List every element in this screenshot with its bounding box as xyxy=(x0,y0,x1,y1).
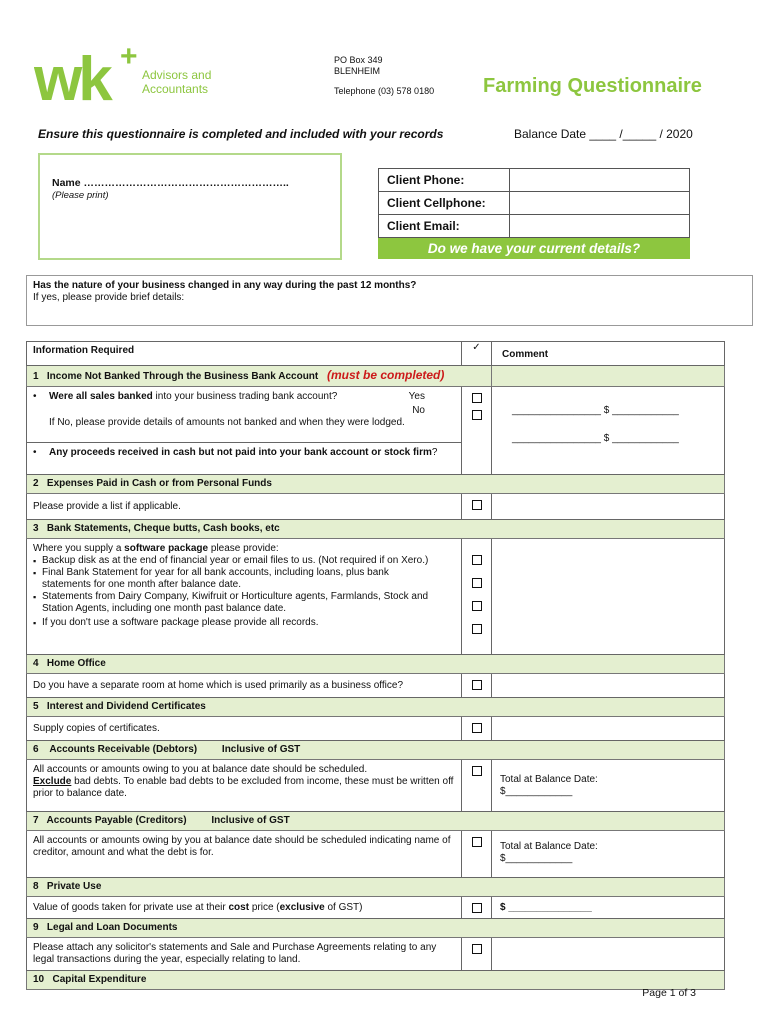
receivable-text xyxy=(27,760,462,812)
client-cellphone-label: Client Cellphone: xyxy=(379,192,510,215)
section-title: Private Use xyxy=(46,881,102,892)
section-8-title xyxy=(27,878,725,897)
backup-disk-checkbox[interactable] xyxy=(472,555,482,565)
section-number: 3 xyxy=(33,523,39,534)
address-line-1: PO Box 349 xyxy=(334,55,383,65)
section-header-capital-expenditure xyxy=(27,971,725,990)
section-number: 4 xyxy=(33,658,39,669)
information-required-heading: Information Required xyxy=(27,342,462,366)
receivable-checkbox[interactable] xyxy=(472,766,482,776)
section-header-private-use xyxy=(27,878,725,897)
table-row-bank-statements xyxy=(27,539,725,655)
home-office-checkbox[interactable] xyxy=(472,680,482,690)
intro-pre: Where you supply a xyxy=(33,543,125,554)
private-use-amount-field[interactable]: $ _______________ xyxy=(492,897,725,919)
private-use-exclusive: exclusive xyxy=(279,902,325,913)
cash-proceeds-end: ? xyxy=(431,447,438,458)
certificates-checkbox[interactable] xyxy=(472,723,482,733)
legal-documents-comment[interactable] xyxy=(492,938,725,971)
list-item: ▪ If you don't use a software package please provide all records. xyxy=(33,617,439,629)
expenses-comment[interactable] xyxy=(492,494,725,520)
page-number: Page 1 of 3 xyxy=(642,987,696,999)
section-1-title xyxy=(27,366,492,387)
receivable-line-2-rest: bad debts. To enable bad debts to be excluded from income, these must be written off prior to balance date. xyxy=(33,776,454,799)
client-phone-label: Client Phone: xyxy=(379,169,510,192)
no-checkbox[interactable] xyxy=(472,410,482,420)
receivable-checkbox-cell xyxy=(462,760,492,812)
bank-statements-list xyxy=(33,555,455,629)
section-title: Income Not Banked Through the Business Bank Account xyxy=(46,371,319,382)
section-number: 2 xyxy=(33,478,39,489)
section-number: 5 xyxy=(33,701,39,712)
not-banked-followup: If No, please provide details of amounts not banked and when they were lodged. xyxy=(49,417,405,428)
logo-plus: + xyxy=(120,44,138,73)
table-row-sales-banked xyxy=(27,387,725,443)
business-change-followup: If yes, please provide brief details: xyxy=(33,292,185,303)
table-row-legal-documents xyxy=(27,938,725,971)
logo-tagline-1: Advisors and xyxy=(142,68,212,82)
client-phone-row xyxy=(379,169,690,192)
client-email-row xyxy=(379,215,690,238)
certificates-checkbox-cell xyxy=(462,717,492,741)
wk-logo-graphic xyxy=(34,44,224,108)
yes-label: Yes xyxy=(408,391,425,402)
business-change-box[interactable] xyxy=(26,275,753,326)
list-item: ▪ Final Bank Statement for year for all bank accounts, including loans, plus bank statements for one month after balance date. xyxy=(33,567,439,591)
payable-total-field[interactable]: $____________ xyxy=(500,853,573,864)
table-row-payable xyxy=(27,831,725,878)
section-2-title xyxy=(27,475,725,494)
gst-qualifier: Inclusive of GST xyxy=(211,815,290,826)
section-title: Accounts Payable (Creditors) xyxy=(46,815,187,826)
sales-banked-rest: into your business trading bank account? xyxy=(152,391,338,402)
receivable-comment[interactable] xyxy=(492,760,725,812)
information-required-table xyxy=(26,341,725,990)
section-header-home-office xyxy=(27,655,725,674)
payable-checkbox[interactable] xyxy=(472,837,482,847)
exclude-word: Exclude xyxy=(33,776,72,787)
section-5-title xyxy=(27,698,725,717)
intro-post: please provide: xyxy=(208,543,279,554)
receivable-total-label: Total at Balance Date: xyxy=(500,774,598,785)
home-office-text: Do you have a separate room at home which is used primarily as a business office? xyxy=(27,674,462,698)
section-number: 7 xyxy=(33,815,39,826)
section-header-accounts-receivable xyxy=(27,741,725,760)
cash-proceeds-item: • Any proceeds received in cash but not paid into your bank account or stock firm? xyxy=(33,447,438,458)
address-line-2: BLENHEIM xyxy=(334,66,381,76)
payable-comment[interactable] xyxy=(492,831,725,878)
receivable-line-2 xyxy=(33,776,455,800)
section-title: Home Office xyxy=(46,658,106,669)
certificates-text: Supply copies of certificates. xyxy=(27,717,462,741)
yes-checkbox[interactable] xyxy=(472,393,482,403)
private-use-cost: cost xyxy=(228,902,250,913)
section-number: 9 xyxy=(33,922,39,933)
section-header-expenses-cash xyxy=(27,475,725,494)
section-title: Accounts Receivable (Debtors) xyxy=(49,744,198,755)
postal-address xyxy=(334,55,383,77)
section-title: Expenses Paid in Cash or from Personal Funds xyxy=(46,478,272,489)
section-9-title xyxy=(27,919,725,938)
private-use-t1: Value of goods taken for private use at their xyxy=(33,902,229,913)
table-row-expenses xyxy=(27,494,725,520)
section-7-title xyxy=(27,812,725,831)
section-number: 1 xyxy=(33,371,39,382)
private-use-t3: price ( xyxy=(249,902,280,913)
bank-statements-text xyxy=(27,539,462,655)
private-use-checkbox-cell xyxy=(462,897,492,919)
sales-banked-item: • Were all sales banked into your business trading bank account? xyxy=(33,391,338,402)
name-box[interactable] xyxy=(38,153,342,260)
expenses-checkbox[interactable] xyxy=(472,500,482,510)
expenses-text: Please provide a list if applicable. xyxy=(27,494,462,520)
section-header-accounts-payable xyxy=(27,812,725,831)
table-row-private-use xyxy=(27,897,725,919)
logo-wordmark: wk xyxy=(34,45,109,108)
client-cellphone-row xyxy=(379,192,690,215)
business-change-question: Has the nature of your business changed in any way during the past 12 months? xyxy=(33,280,417,291)
final-bank-statement-checkbox[interactable] xyxy=(472,578,482,588)
section-title: Capital Expenditure xyxy=(52,974,147,985)
list-item: ▪ Statements from Dairy Company, Kiwifruit or Horticulture agents, Farmlands, Stock and Station Agents, including one month past balance date. xyxy=(33,591,439,615)
section-header-income-not-banked xyxy=(27,366,725,387)
name-field-label[interactable]: Name ………………………………………………….. xyxy=(52,177,289,189)
logo-tagline-2: Accountants xyxy=(142,82,209,96)
legal-documents-checkbox-cell xyxy=(462,938,492,971)
private-use-t5: of GST) xyxy=(324,902,363,913)
receivable-total-field[interactable]: $____________ xyxy=(500,786,573,797)
section-title: Legal and Loan Documents xyxy=(46,922,178,933)
current-details-banner: Do we have your current details? xyxy=(378,238,690,259)
bank-statements-comment[interactable] xyxy=(492,539,725,655)
sales-banked-question xyxy=(27,387,462,443)
legal-documents-checkbox[interactable] xyxy=(472,944,482,954)
client-email-label: Client Email: xyxy=(379,215,510,238)
not-banked-amount-field[interactable]: ________________ $ ____________ xyxy=(512,405,679,416)
cash-proceeds-amount-field[interactable]: ________________ $ ____________ xyxy=(512,433,679,444)
name-field-hint: (Please print) xyxy=(52,190,109,201)
software-package-intro xyxy=(33,543,455,555)
no-label: No xyxy=(412,405,425,416)
income-comment-cell xyxy=(492,387,725,475)
cash-proceeds-question xyxy=(27,443,462,475)
checkmark-icon: ✓ xyxy=(462,342,492,366)
section-header-bank-statements xyxy=(27,520,725,539)
section-number: 6 xyxy=(33,744,39,755)
section-number: 10 xyxy=(33,974,45,985)
instruction-text: Ensure this questionnaire is completed and included with your records xyxy=(38,127,444,141)
home-office-comment[interactable] xyxy=(492,674,725,698)
certificates-comment[interactable] xyxy=(492,717,725,741)
legal-documents-text: Please attach any solicitor's statements and Sale and Purchase Agreements relating to any legal transactions during the year, especially relating to land. xyxy=(27,938,462,971)
all-records-checkbox[interactable] xyxy=(472,624,482,634)
section-header-interest-dividend xyxy=(27,698,725,717)
payable-total-label: Total at Balance Date: xyxy=(500,841,598,852)
sales-banked-checkboxes xyxy=(462,387,492,475)
balance-date-field[interactable]: Balance Date ____ /_____ / 2020 xyxy=(514,127,693,141)
table-row-receivable xyxy=(27,760,725,812)
section-header-legal-loan xyxy=(27,919,725,938)
must-be-completed-note: (must be completed) xyxy=(327,368,445,382)
private-use-checkbox[interactable] xyxy=(472,903,482,913)
client-cellphone-input[interactable] xyxy=(510,192,690,215)
client-phone-input[interactable] xyxy=(510,169,690,192)
intro-bold: software package xyxy=(124,543,209,554)
section-6-title xyxy=(27,741,725,760)
receivable-line-1: All accounts or amounts owing to you at balance date should be scheduled. xyxy=(33,764,368,775)
gst-qualifier: Inclusive of GST xyxy=(221,744,301,755)
payable-checkbox-cell xyxy=(462,831,492,878)
sales-banked-bold: Were all sales banked xyxy=(49,391,153,402)
company-logo xyxy=(34,44,224,108)
section-1-spacer xyxy=(492,366,725,387)
bank-statements-checkboxes xyxy=(462,539,492,655)
telephone: Telephone (03) 578 0180 xyxy=(334,86,435,96)
table-row-certificates xyxy=(27,717,725,741)
private-use-text xyxy=(27,897,462,919)
comment-heading: Comment xyxy=(492,342,725,366)
section-10-title xyxy=(27,971,725,990)
client-email-input[interactable] xyxy=(510,215,690,238)
table-row-home-office xyxy=(27,674,725,698)
client-contact-table xyxy=(378,168,690,238)
section-number: 8 xyxy=(33,881,39,892)
section-3-title xyxy=(27,520,725,539)
home-office-checkbox-cell xyxy=(462,674,492,698)
section-title: Bank Statements, Cheque butts, Cash books, etc xyxy=(46,523,280,534)
payable-text: All accounts or amounts owing by you at balance date should be scheduled indicating name of creditor, amount and what the debt is for. xyxy=(27,831,462,878)
cash-proceeds-text: Any proceeds received in cash but not paid into your bank account or stock firm xyxy=(49,447,432,458)
list-item: ▪ Backup disk as at the end of financial year or email files to us. (Not required if on Xero.) xyxy=(33,555,439,567)
section-4-title xyxy=(27,655,725,674)
form-title: Farming Questionnaire xyxy=(483,75,702,97)
statements-checkbox[interactable] xyxy=(472,601,482,611)
section-title: Interest and Dividend Certificates xyxy=(46,701,206,712)
table-header-row xyxy=(27,342,725,366)
expenses-checkbox-cell xyxy=(462,494,492,520)
